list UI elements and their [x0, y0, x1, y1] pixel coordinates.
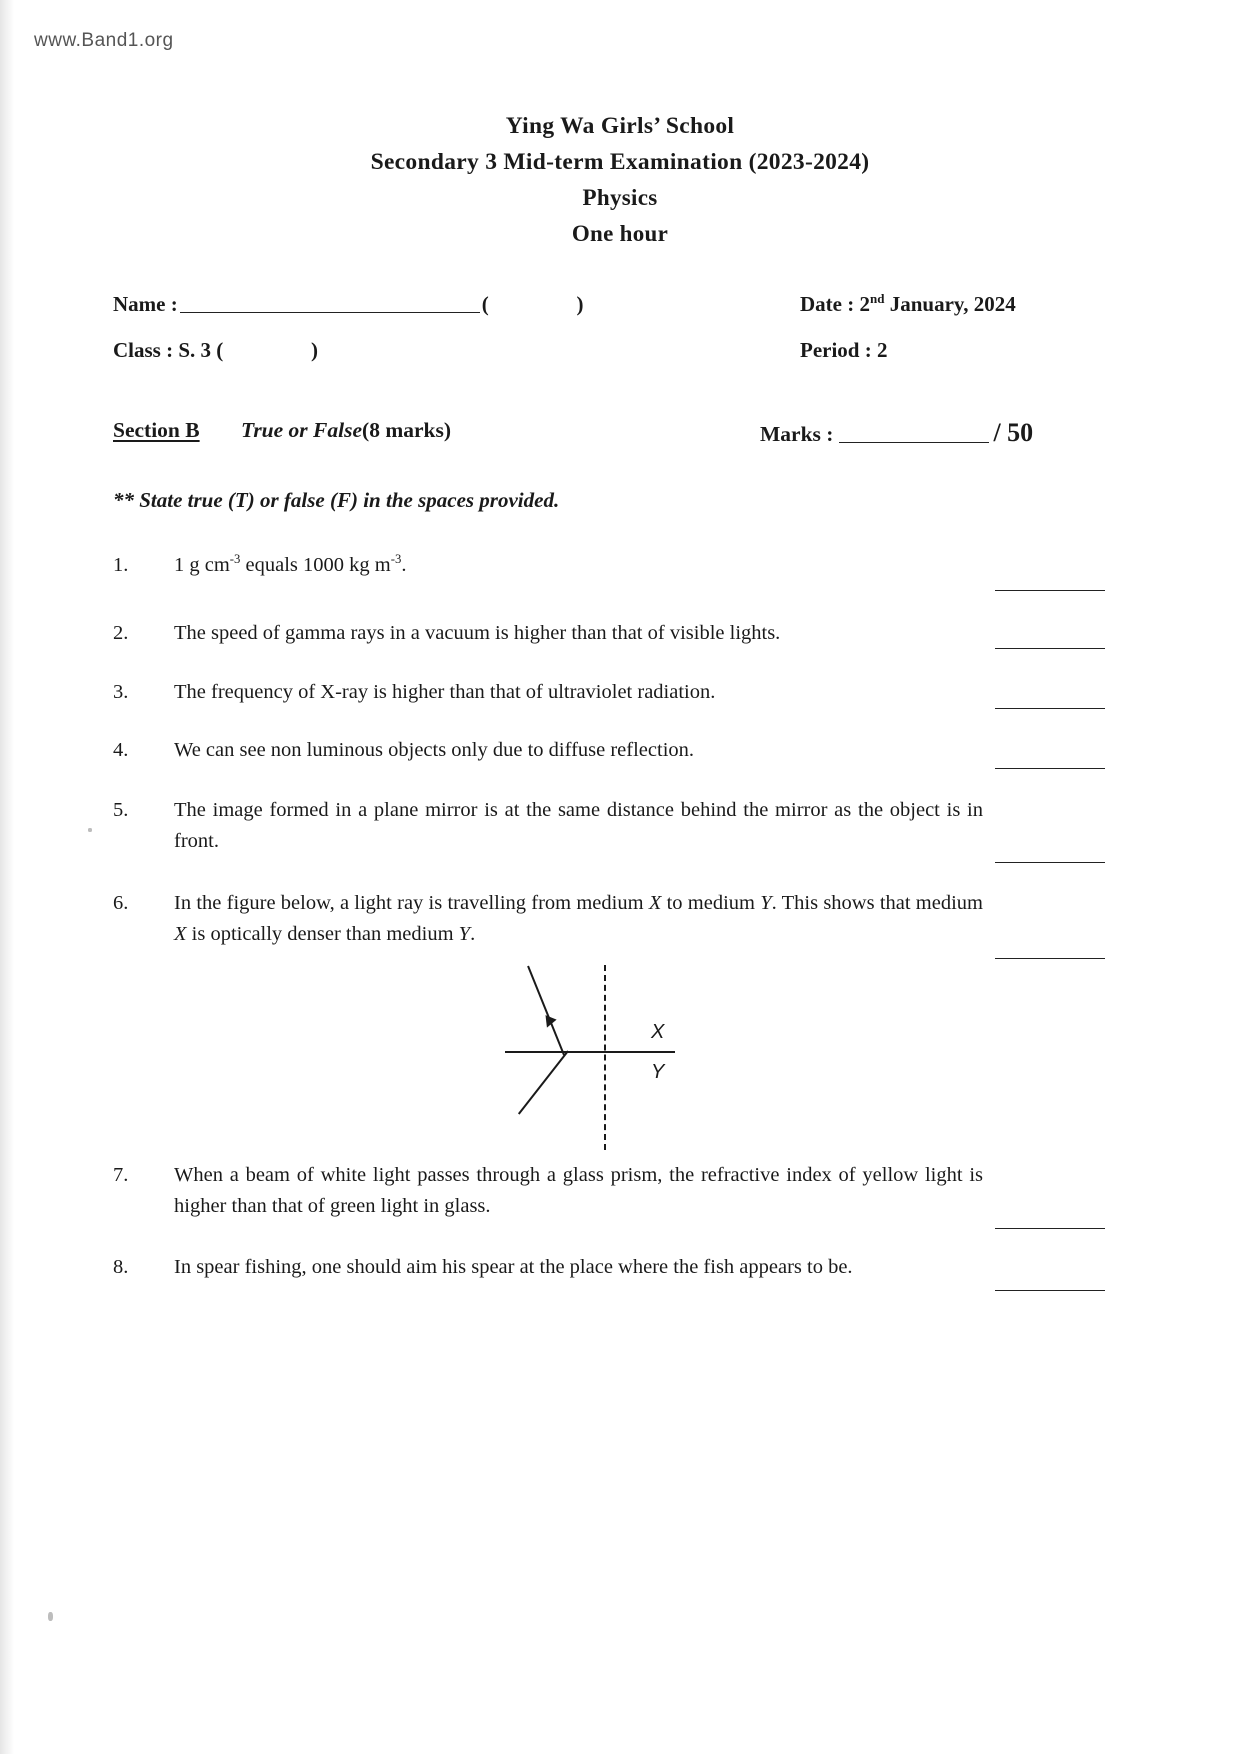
- answer-blank-6[interactable]: [995, 958, 1105, 959]
- school-name: Ying Wa Girls’ School: [505, 113, 735, 139]
- question-4: [113, 735, 983, 766]
- q6-part4: is optically denser than medium: [186, 923, 459, 945]
- q6-part5: .: [470, 923, 476, 945]
- class-field-row: [113, 338, 318, 363]
- section-marks-hint: (8 marks): [362, 418, 452, 442]
- question-5: [113, 795, 983, 857]
- answer-blank-5[interactable]: [995, 862, 1105, 863]
- marks-total: / 50: [993, 418, 1034, 447]
- question-3: [113, 677, 983, 708]
- question-number: 6.: [113, 892, 129, 914]
- name-label: Name :: [113, 292, 178, 316]
- answer-blank-1[interactable]: [995, 590, 1105, 591]
- refraction-diagram: [505, 965, 705, 1150]
- exam-title: Secondary 3 Mid-term Examination (2023-2024): [370, 149, 870, 175]
- name-paren-close: ): [576, 292, 584, 316]
- name-class-number-input[interactable]: [489, 292, 577, 317]
- question-text: The frequency of X-ray is higher than that of ultraviolet radiation.: [174, 681, 716, 703]
- marks-label: Marks :: [760, 422, 834, 446]
- medium-x-label: X: [651, 1021, 665, 1043]
- date-rest: January, 2024: [884, 292, 1016, 316]
- q1-sup1: -3: [229, 552, 241, 567]
- name-field-row: [113, 292, 583, 317]
- q6-part1: In the figure below, a light ray is travelling from medium: [174, 892, 649, 914]
- instruction-text: ** State true (T) or false (F) in the spaces provided.: [113, 488, 560, 512]
- question-text: [174, 550, 983, 581]
- answer-blank-3[interactable]: [995, 708, 1105, 709]
- q6-part3: . This shows that medium: [771, 892, 983, 914]
- question-number: 3.: [113, 681, 129, 703]
- q1-sup2: -3: [390, 552, 402, 567]
- class-label: Class : S. 3 (: [113, 338, 224, 362]
- marks-input[interactable]: [839, 424, 989, 443]
- question-7: [113, 1160, 983, 1222]
- question-number: 7.: [113, 1164, 129, 1186]
- date-field-row: [800, 292, 1016, 317]
- answer-blank-7[interactable]: [995, 1228, 1105, 1229]
- question-text: The image formed in a plane mirror is at the same distance behind the mirror as the object is in front.: [174, 799, 983, 852]
- q1-post: .: [401, 554, 407, 576]
- q6-part2: to medium: [661, 892, 761, 914]
- answer-blank-4[interactable]: [995, 768, 1105, 769]
- answer-blank-8[interactable]: [995, 1290, 1105, 1291]
- q1-mid: equals 1000 kg m: [240, 554, 391, 576]
- page-speck: [88, 828, 92, 832]
- question-number: 8.: [113, 1256, 129, 1278]
- period-label: Period : 2: [800, 338, 888, 362]
- refracted-ray: [518, 1050, 569, 1114]
- section-heading: [113, 418, 451, 443]
- page-speck: [48, 1612, 53, 1621]
- question-1: [113, 550, 983, 581]
- interface-line: [505, 1051, 675, 1053]
- exam-header: [0, 108, 1240, 252]
- question-number: 1.: [113, 554, 129, 576]
- question-text: In spear fishing, one should aim his spear at the place where the fish appears to be.: [174, 1256, 853, 1278]
- question-text: We can see non luminous objects only due to diffuse reflection.: [174, 739, 695, 761]
- subject: Physics: [582, 185, 658, 210]
- watermark: www.Band1.org: [34, 30, 174, 51]
- name-input[interactable]: [180, 293, 480, 313]
- question-text: When a beam of white light passes through a glass prism, the refractive index of yellow light is higher than that of green light in glass.: [174, 1164, 983, 1217]
- date-ordinal-suffix: nd: [869, 291, 885, 306]
- q6-medium-y2: Y: [458, 923, 471, 945]
- question-2: [113, 618, 983, 649]
- class-paren-close: ): [311, 338, 319, 362]
- normal-line: [604, 965, 606, 1150]
- class-input[interactable]: [223, 338, 311, 363]
- question-6: [113, 888, 983, 950]
- question-text: [174, 888, 983, 950]
- date-label: Date : 2: [800, 292, 870, 316]
- answer-blank-2[interactable]: [995, 648, 1105, 649]
- q6-medium-y: Y: [760, 892, 772, 914]
- q1-pre: 1 g cm: [174, 554, 230, 576]
- medium-y-label: Y: [651, 1061, 665, 1083]
- page-edge-shadow: [0, 0, 14, 1754]
- question-number: 2.: [113, 622, 129, 644]
- incident-ray: [527, 966, 565, 1056]
- marks-row: [760, 418, 1033, 448]
- question-text: The speed of gamma rays in a vacuum is higher than that of visible lights.: [174, 622, 781, 644]
- question-number: 5.: [113, 799, 129, 821]
- section-type: True or False: [240, 418, 363, 442]
- section-label: Section B: [113, 418, 200, 442]
- period-field-row: [800, 338, 887, 363]
- name-paren-open: (: [481, 292, 489, 316]
- q6-medium-x2: X: [174, 923, 187, 945]
- q6-medium-x: X: [648, 892, 662, 914]
- duration: One hour: [571, 221, 669, 246]
- question-8: [113, 1252, 983, 1283]
- question-number: 4.: [113, 739, 129, 761]
